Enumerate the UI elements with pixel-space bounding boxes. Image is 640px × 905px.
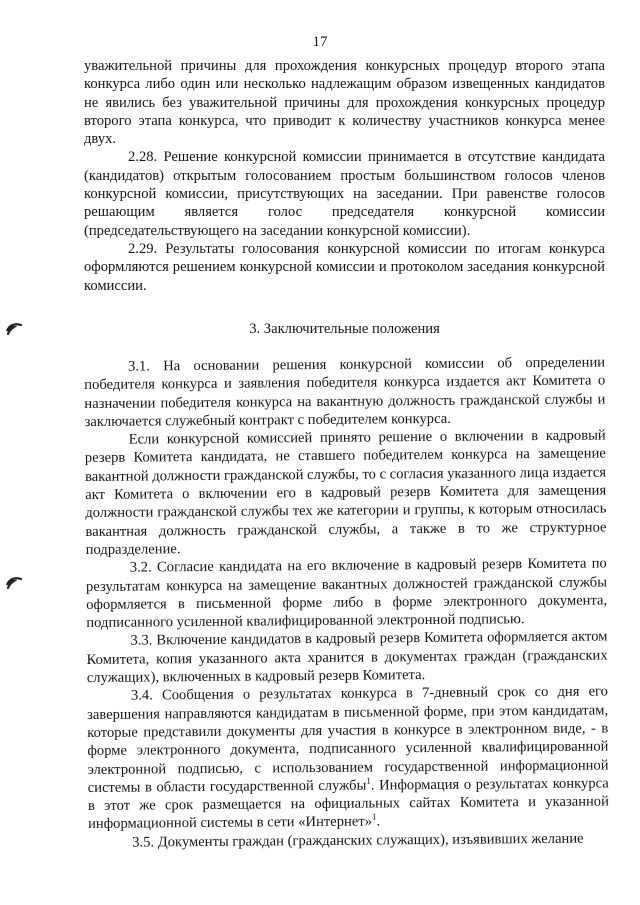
paragraph-3-1: 3.1. На основании решения конкурсной комиссии об определении победителя конкурса и заявления победителя конкурса издается акт Комитета о назначении победителя конкурса на вакантную должность гражданской службы и заключается служебный контракт с победителем конкурса. xyxy=(84,354,606,431)
paragraph-3-5: 3.5. Документы граждан (гражданских служащих), изъявивших желание xyxy=(132,830,584,851)
section-3-body xyxy=(84,354,609,853)
footnote-ref: 1 xyxy=(366,775,371,786)
paragraph-3-1-reserve: Если конкурсной комиссией принято решение о включении в кадровый резерв Комитета кандидата, не ставшего победителем конкурса на замещение вакантной должности гражданской службы, то с согласия указанного лица издается акт Комитета о включении его в кадровый резерв Комитета для замещения должности гражданской службы тех же категории и группы, к которым относилась вакантная должность гражданской службы, а также в то же структурное подразделение. xyxy=(84,427,607,559)
document-body xyxy=(84,57,609,852)
punch-mark-icon xyxy=(4,576,24,590)
paragraph-3-4-text-c: . xyxy=(376,814,381,831)
footnote-ref: 1 xyxy=(371,812,377,823)
paragraph-3-3: 3.3. Включение кандидатов в кадровый резерв Комитета оформляется актом Комитета, копия указанного акта хранится в документах граждан (гражданских служащих), включенных в кадровый резерв Комитета. xyxy=(86,629,608,687)
page-number: 17 xyxy=(312,34,328,50)
punch-mark-icon xyxy=(4,322,24,336)
paragraph-3-4-text-a: 3.4. Сообщения о результатах конкурса в 7-дневный срок со дня его завершения направляются кандидатам в письменной форме, при этом кандидатам, которые представили документы для участия в конкурсе в электронном виде, - в форме электронного документа, подписанного усиленной квалифицированной электронной подписью, с использованием государственной информационной системы в области государственной службы xyxy=(87,683,609,796)
paragraph-3-4-text-b: . Информация о результатах конкурса в этот же срок размещается на официальных сайтах Комитета и указанной информационной системы в сети «Интернет» xyxy=(87,775,609,833)
paragraph-3-4 xyxy=(87,683,609,834)
section-heading: 3. Заключительные положения xyxy=(249,320,440,337)
paragraph-3-2: 3.2. Согласие кандидата на его включение в кадровый резерв Комитета по результатам конкурса на замещение вакантных должностей гражданской службы оформляется в письменной форме либо в форме электронного документа, подписанного усиленной квалифицированной электронной подписью. xyxy=(85,555,608,632)
paragraph-2-29: 2.29. Результаты голосования конкурсной комиссии по итогам конкурса оформляются решением конкурсной комиссии и протоколом заседания конкурсной комиссии. xyxy=(84,240,605,294)
paragraph-2-28: 2.28. Решение конкурсной комиссии принимается в отсутствие кандидата (кандидатов) открытым голосованием простым большинством голосов членов конкурсной комиссии, присутствующих на заседании. При равенстве голосов решающим является голос председателя конкурсной комиссии (председательствующего на заседании конкурсной комиссии). xyxy=(84,149,605,239)
paragraph-continuation: уважительной причины для прохождения конкурсных процедур второго этапа конкурса либо один или несколько надлежащим образом извещенных кандидатов не явились без уважительной причины для прохождения конкурсных процедур второго этапа конкурса, что приводит к количеству участников конкурса менее двух. xyxy=(84,58,605,148)
